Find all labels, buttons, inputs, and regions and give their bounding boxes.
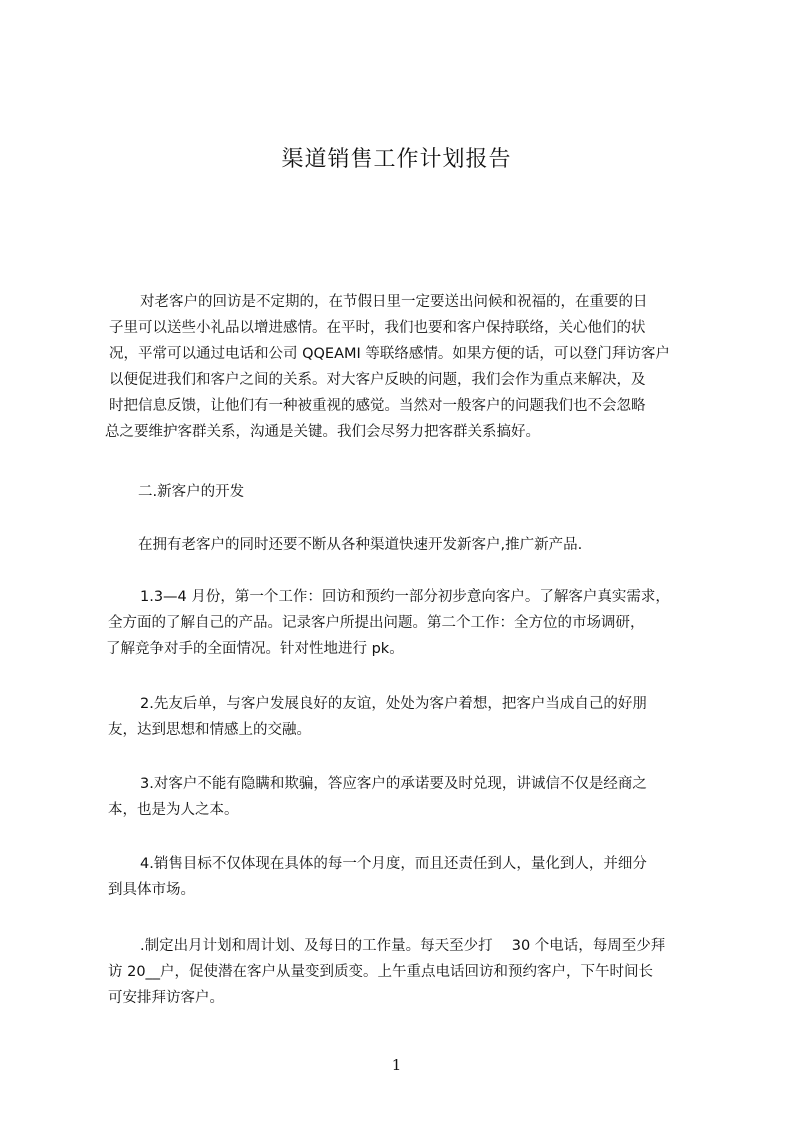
paragraph-line: 对老客户的回访是不定期的，在节假日里一定要送出问候和祝福的，在重要的日 [140, 294, 648, 310]
document-title: 渠道销售工作计划报告 [281, 147, 512, 172]
paragraph-line: 总之要维护客群关系，沟通是关键。我们会尽努力把客群关系搞好。 [105, 424, 540, 440]
paragraph-line: 以便促进我们和客户之间的关系。对大客户反映的问题，我们会作为重点来解决，及 [109, 372, 646, 388]
section-heading: 二.新客户的开发 [138, 484, 245, 500]
list-item-line: 全方面的了解自己的产品。记录客户所提出问题。第二个工作：全方位的市场调研， [108, 615, 645, 631]
list-item-line: 1.3—4 月份，第一个工作：回访和预约一部分初步意向客户。了解客户真实需求， [140, 589, 670, 605]
section-intro: 在拥有老客户的同时还要不断从各种渠道快速开发新客户,推广新产品. [138, 537, 583, 553]
paragraph-line: 子里可以送些小礼品以增进感情。在平时，我们也要和客户保持联络，关心他们的状 [109, 320, 646, 336]
list-item-line: 友，达到思想和情感上的交融。 [108, 722, 311, 738]
list-item-line: .制定出月计划和周计划、及每日的工作量。每天至少打 30 个电话，每周至少拜 [140, 938, 666, 954]
list-item-line: 2.先友后单，与客户发展良好的友谊，处处为客户着想，把客户当成自己的好朋 [140, 696, 647, 712]
list-item-line: 3.对客户不能有隐瞒和欺骗，答应客户的承诺要及时兑现，讲诚信不仅是经商之 [140, 776, 647, 792]
list-item-line: 4.销售目标不仅体现在具体的每一个月度，而且还责任到人，量化到人，并细分 [140, 856, 647, 872]
list-item-line: 可安排拜访客户。 [108, 990, 224, 1006]
list-item-line: 本，也是为人之本。 [108, 802, 239, 818]
list-item-line: 到具体市场。 [108, 882, 195, 898]
paragraph-line: 时把信息反馈，让他们有一种被重视的感觉。当然对一般客户的问题我们也不会忽略 [109, 398, 646, 414]
list-item-line: 访 20__户，促使潜在客户从量变到质变。上午重点电话回访和预约客户，下午时间长 [108, 964, 654, 980]
list-item-line: 了解竞争对手的全面情况。针对性地进行 pk。 [106, 641, 404, 657]
paragraph-line: 况，平常可以通过电话和公司 QQEAMI 等联络感情。如果方便的话，可以登门拜访客户 [109, 346, 670, 362]
page-number: 1 [391, 1056, 402, 1074]
